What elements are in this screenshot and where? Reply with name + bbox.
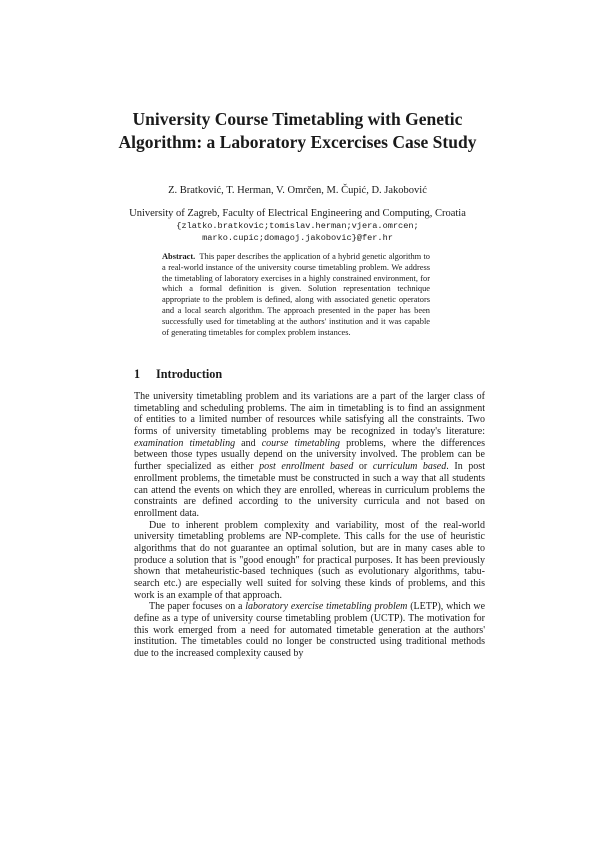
title-line-1: University Course Timetabling with Genetic [132,109,463,129]
abstract-label: Abstract. [162,252,196,261]
paragraph-3-text: The paper focuses on a [149,601,246,613]
affiliation [60,208,535,244]
paragraph-1-text: or [353,461,373,473]
emphasis-examination-timetabling: examination timetabling [134,437,236,449]
author-list: Z. Bratković, T. Herman, V. Omrčen, M. Čupić, D. Jakobović [168,185,427,196]
section-body [134,391,485,660]
paragraph-1 [134,391,485,520]
section-title: Introduction [156,367,223,381]
email-line-1: {zlatko.bratkovic;tomislav.herman;vjera.omrcen; [176,221,419,231]
paragraph-1-text: problems, where the differences between those types usually depend on the university involved. The problem can be further specialized as either [134,437,485,473]
email-line-2: marko.cupic;domagoj.jakobovic}@fer.hr [202,233,393,243]
abstract-text: This paper describes the application of a hybrid genetic algorithm to a real-world instance of the university course timetabling problem. We address the timetabling of laboratory exercises in a highly constrained environment, for which a formal definition is given. Solution representation technique appropriate to the problem is defined, along with associated genetic operators and a local search algorithm. The approach presented in the paper has been successfully used for timetabling at the authors' institution and it was capable of generating timetables for complex problem instances. [162,252,430,337]
paragraph-1-text: . In post enrollment problems, the timetable must be constructed in such a way that all students can attend the events on which they are enrolled, whereas in curriculum problems the constraints are defined according to the university curricula and not based on enrollment data. [134,461,485,519]
paper-title [100,108,495,154]
emphasis-letp: laboratory exercise timetabling problem [245,601,408,613]
abstract [162,252,430,338]
paragraph-3-text: (LETP), which we define as a type of university course timetabling problem (UCTP). The motivation for this work emerged from a need for automated timetable generation at the authors' institution. The timetables could no longer be constructed using traditional methods due to the increased complexity caused by [134,601,486,660]
section-number: 1 [134,367,141,381]
emphasis-course-timetabling: course timetabling [261,437,341,449]
emphasis-curriculum-based: curriculum based [372,461,447,473]
paragraph-3 [134,601,485,659]
institution: University of Zagreb, Faculty of Electrical Engineering and Computing, Croatia [129,208,466,219]
paragraph-1-text: The university timetabling problem and its variations are a part of the larger class of timetabling and scheduling problems. The aim in timetabling is to find an assignment of entities to a limited number of resources while satisfying all the constraints. Two forms of university timetabling problems may be recognized in today's literature: [134,391,485,438]
title-line-2: Algorithm: a Laboratory Excercises Case Study [118,132,477,152]
section-heading [134,367,222,382]
emphasis-post-enrollment: post enrollment based [259,461,354,473]
paragraph-2: Due to inherent problem complexity and variability, most of the real-world university timetabling problems are NP-complete. This calls for the use of heuristic algorithms that do not guarantee an optimal solution, but are in many cases able to produce a solution that is "good enough" for practical purposes. It has been previously shown that metaheuristic-based techniques (such as evolutionary algorithms, tabu-search etc.) are especially well suited for solving these kinds of problems, and this work is an example of that approach. [134,519,485,601]
paragraph-1-text: and [235,437,262,449]
